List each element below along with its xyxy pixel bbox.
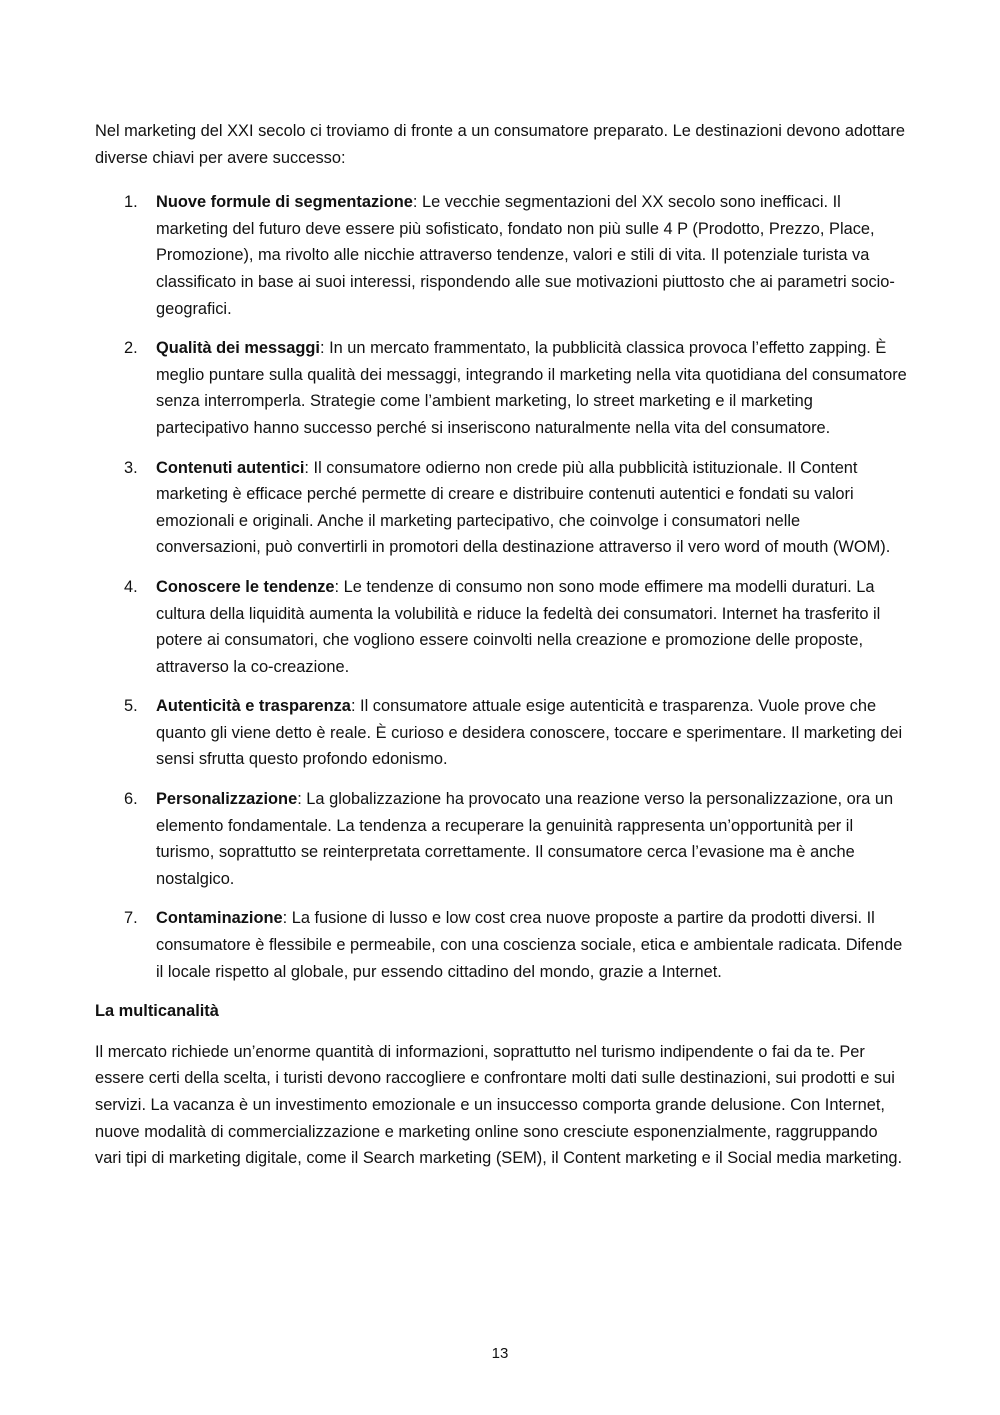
list-term: Personalizzazione xyxy=(156,790,298,809)
list-item xyxy=(95,189,907,322)
list-term: Autenticità e trasparenza xyxy=(156,697,351,716)
list-number: 6. xyxy=(124,790,138,809)
list-text: : Le tendenze di consumo non sono mode effimere ma modelli duraturi. La cultura della liquidità aumenta la volubilità e riduce la fedeltà dei consumatori. Internet ha trasferito il potere ai consumatori, che vogliono essere coinvolti nella creazione e promozione delle proposte, attraverso la co-creazione. xyxy=(156,577,881,676)
list-number: 5. xyxy=(124,697,138,716)
list-number: 1. xyxy=(124,193,138,212)
list-item xyxy=(95,905,907,985)
keys-list xyxy=(95,189,907,985)
intro-paragraph: Nel marketing del XXI secolo ci troviamo di fronte a un consumatore preparato. Le destinazioni devono adottare diverse chiavi per avere successo: xyxy=(95,122,905,167)
list-number: 7. xyxy=(124,909,138,928)
list-number: 4. xyxy=(124,577,138,596)
list-item xyxy=(95,574,907,680)
list-text: : Il consumatore odierno non crede più alla pubblicità istituzionale. Il Content marketing è efficace perché permette di creare e distribuire contenuti autentici e fondati su valori emozionali e originali. Anche il marketing partecipativo, che coinvolge i consumatori nelle conversazioni, può convertirli in promotori della destinazione attraverso il vero word of mouth (WOM). xyxy=(156,458,891,557)
list-number: 2. xyxy=(124,339,138,358)
list-term: Contenuti autentici xyxy=(156,458,305,477)
list-term: Nuove formule di segmentazione xyxy=(156,193,413,212)
list-item xyxy=(95,335,907,441)
list-number: 3. xyxy=(124,458,138,477)
page-number: 13 xyxy=(491,1345,509,1362)
list-item xyxy=(95,786,907,892)
list-text: : La globalizzazione ha provocato una reazione verso la personalizzazione, ora un elemento fondamentale. La tendenza a recuperare la genuinità rappresenta un’opportunità per il turismo, soprattutto se reinterpretata correttamente. Il consumatore cerca l’evasione ma è anche nostalgico. xyxy=(156,790,894,888)
list-item xyxy=(95,455,907,561)
list-text: : Le vecchie segmentazioni del XX secolo sono inefficaci. Il marketing del futuro deve essere più sofisticato, fondato non più sulle 4 P (Prodotto, Prezzo, Place, Promozione), ma rivolto alle nicchie attraverso tendenze, valori e stili di vita. Il potenziale turista va classificato in base ai suoi interessi, rispondendo alle sue motivazioni piuttosto che ai parametri socio-geografici. xyxy=(156,193,895,318)
list-text: : Il consumatore attuale esige autenticità e trasparenza. Vuole prove che quanto gli viene detto è reale. È curioso e desidera conoscere, toccare e sperimentare. Il marketing dei sensi sfrutta questo profondo edonismo. xyxy=(156,697,903,769)
list-term: Conoscere le tendenze xyxy=(156,577,335,596)
list-term: Qualità dei messaggi xyxy=(156,339,320,358)
section-paragraph: Il mercato richiede un’enorme quantità di informazioni, soprattutto nel turismo indipendente o fai da te. Per essere certi della scelta, i turisti devono raccogliere e confrontare molti dati sulle destinazioni, sui prodotti e sui servizi. La vacanza è un investimento emozionale e un insuccesso comporta grande delusione. Con Internet, nuove modalità di commercializzazione e marketing online sono cresciute esponenzialmente, raggruppando vari tipi di marketing digitale, come il Search marketing (SEM), il Content marketing e il Social media marketing. xyxy=(95,1042,903,1168)
list-text: : La fusione di lusso e low cost crea nuove proposte a partire da prodotti diversi. Il consumatore è flessibile e permeabile, con una coscienza sociale, etica e ambientale radicata. Difende il locale rispetto al globale, pur essendo cittadino del mondo, grazie a Internet. xyxy=(156,909,903,981)
page-content xyxy=(95,118,907,1172)
list-text: : In un mercato frammentato, la pubblicità classica provoca l’effetto zapping. È meglio puntare sulla qualità dei messaggi, integrando il marketing nella vita quotidiana del consumatore senza interromperla. Strategie come l’ambient marketing, lo street marketing e il marketing partecipativo hanno successo perché si inseriscono naturalmente nella vita del consumatore. xyxy=(156,339,907,437)
list-term: Contaminazione xyxy=(156,909,283,928)
section-heading: La multicanalità xyxy=(95,1002,219,1021)
list-item xyxy=(95,693,907,773)
